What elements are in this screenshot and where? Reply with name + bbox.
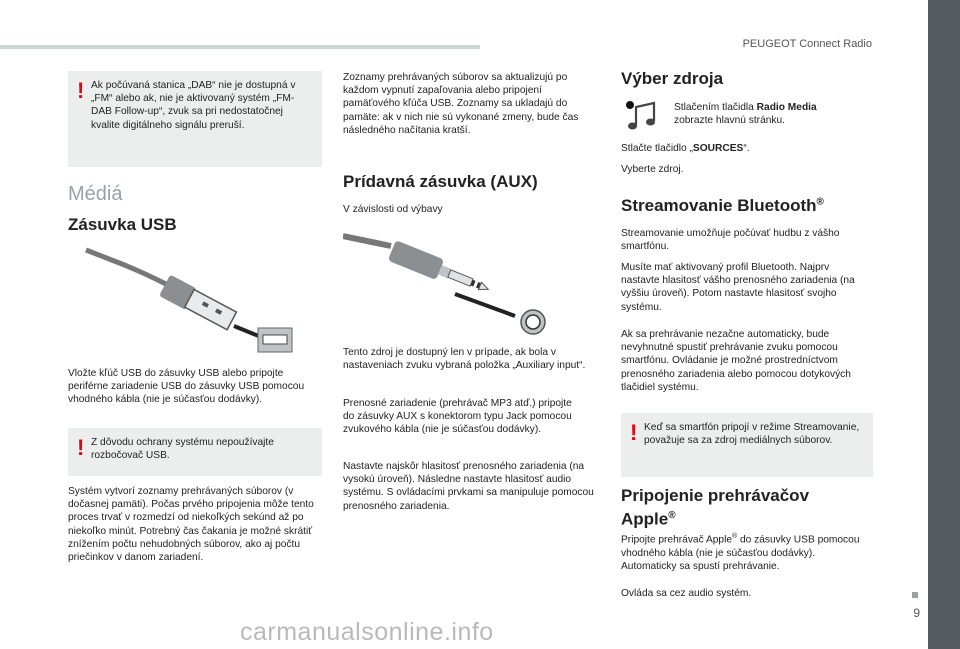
warning-box-usb-hub: [68, 428, 322, 476]
usb-socket-icon: [258, 328, 292, 352]
side-tab: [928, 0, 960, 649]
usb-title: Zásuvka USB: [68, 215, 177, 234]
warning-icon: !: [77, 78, 85, 103]
warning-icon: !: [77, 435, 85, 460]
usb-paragraph-2: Systém vytvorí zoznamy prehrávaných súborov (v dočasnej pamäti). Počas prvého pripojenia môže tento proces trvať v rozmedzí od niekoľkých sekúnd až po niekoľko minút. Potrebný čas čakania je možné skrátiť znížením počtu nehudobných súborov, ako aj počtu priečinkov v danom zariadení.: [68, 486, 314, 564]
bluetooth-paragraph-3: Ak sa prehrávanie nezačne automaticky, bude nevyhnutné spustiť prehrávanie zvuku pomocou smartfónu. Ovládanie je možné prostredníctvom prenosného zariadenia alebo pomocou dotykových tlačidiel systému.: [621, 329, 851, 393]
page-marker: [912, 592, 918, 598]
aux-title: Prídavná zásuvka (AUX): [343, 172, 538, 191]
section-title-media: Médiá: [68, 183, 123, 205]
aux-paragraph-3: Nastavte najskôr hlasitosť prenosného zariadenia (na vysokú úroveň). Následne nastavte hlasitosť audio systému. S ovládacími prvkami sa manipuluje pomocou prenosného zariadenia.: [343, 461, 594, 512]
bluetooth-paragraph-2: Musíte mať aktivovaný profil Bluetooth. Najprv nastavte hlasitosť vášho prenosného zariadenia (na vyššiu úroveň). Potom nastavte hlasitosť svojho systému.: [621, 262, 855, 313]
radio-media-label: Radio Media: [756, 102, 817, 113]
jack-plug-illustration: [343, 224, 553, 336]
aux-socket-icon: [521, 310, 545, 334]
aux-paragraph-2: Prenosné zariadenie (prehrávač MP3 atď.) pripojte do zásuvky AUX s konektorom typu Jack pomocou zvukového kábla (nie je súčasťou dodávky).: [343, 398, 572, 436]
warning-box-dab: [68, 71, 322, 167]
sources-instruction: Stlačte tlačidlo „SOURCES“.: [621, 143, 750, 154]
warning-text: Ak počúvaná stanica „DAB“ nie je dostupná v „FM“ alebo ak, nie je aktivovaný systém „FM-DAB Follow-up“, zvuk sa pri nedostatočnej kvalite digitálneho signálu preruší.: [91, 80, 296, 131]
playlist-paragraph: Zoznamy prehrávaných súborov sa aktualizujú po každom vypnutí zapaľovania alebo pripojení pamäťového kľúča USB. Zoznamy sa ukladajú do pamäte: ak v nich nie sú vykonané zmeny, bude čas následného načítania kratší.: [343, 72, 579, 136]
select-source-text: Vyberte zdroj.: [621, 164, 684, 175]
apple-paragraph-1: Pripojte prehrávač Apple® do zásuvky USB pomocou vhodného kábla (nie je súčasťou dodávky). Automaticky sa spustí prehrávanie.: [621, 533, 860, 572]
warning-text: Keď sa smartfón pripojí v režime Streamovanie, považuje sa za zdroj mediálnych súborov.: [644, 422, 860, 447]
warning-text: Z dôvodu ochrany systému nepoužívajte rozbočovač USB.: [91, 437, 274, 462]
apple-paragraph-2: Ovláda sa cez audio systém.: [621, 588, 752, 599]
aux-subtitle: V závislosti od výbavy: [343, 204, 443, 215]
sources-label: SOURCES: [692, 143, 744, 154]
radio-media-instruction: Stlačením tlačidla Radio Media zobrazte hlavnú stránku.: [674, 102, 817, 127]
bluetooth-paragraph-1: Streamovanie umožňuje počúvať hudbu z vášho smartfónu.: [621, 228, 840, 253]
watermark: carmanualsonline.info: [240, 618, 494, 646]
apple-title: Pripojenie prehrávačov Apple®: [621, 486, 810, 529]
source-title: Výber zdroja: [621, 69, 724, 88]
page-number: 9: [913, 606, 920, 620]
music-note-icon: [624, 99, 660, 135]
warning-icon: !: [630, 420, 638, 445]
header-rule: [0, 45, 480, 49]
aux-paragraph-1: Tento zdroj je dostupný len v prípade, ak bola v nastaveniach zvuku vybraná položka „Auxiliary input“.: [343, 347, 586, 372]
usb-paragraph-1: Vložte kľúč USB do zásuvky USB alebo pripojte periférne zariadenie USB do zásuvky USB pomocou vhodného kábla (nie je súčasťou dodávky).: [68, 368, 305, 406]
bluetooth-title: Streamovanie Bluetooth®: [621, 196, 824, 215]
warning-box-streaming: [621, 413, 873, 477]
header-title: PEUGEOT Connect Radio: [742, 38, 872, 50]
usb-plug-illustration: [82, 244, 322, 354]
